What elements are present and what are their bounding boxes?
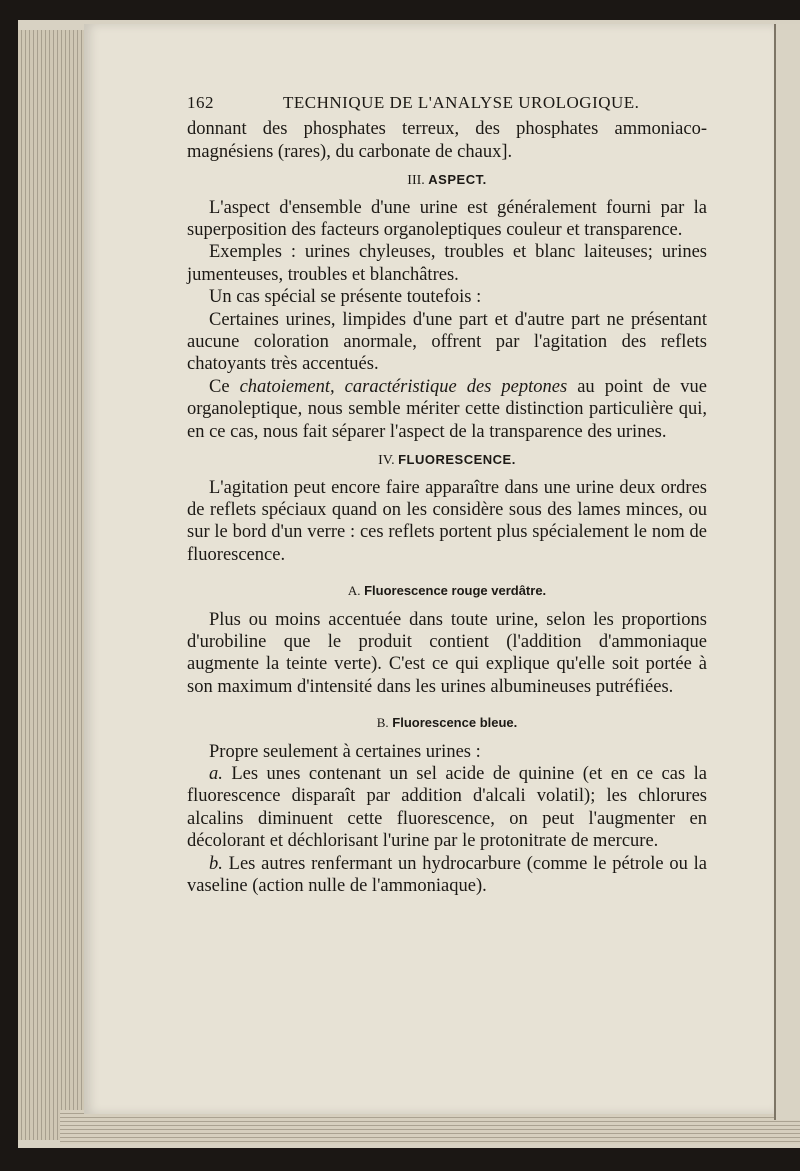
paragraph: L'aspect d'ensemble d'une urine est généralement fourni par la superposition des facteurs organoleptiques couleur et transparence. bbox=[187, 197, 707, 241]
paragraph bbox=[187, 763, 707, 853]
list-label: b. bbox=[209, 853, 223, 874]
section-heading-aspect bbox=[187, 169, 707, 192]
subsection-heading-b bbox=[187, 712, 707, 734]
list-label: a. bbox=[209, 763, 223, 784]
page-edges-left bbox=[18, 30, 84, 1140]
facing-page-strip bbox=[774, 24, 800, 1120]
page-edges-bottom bbox=[60, 1110, 800, 1144]
subsection-title: Fluorescence bleue. bbox=[392, 715, 518, 731]
text-run: Les autres renfermant un hydrocarbure (comme le pétrole ou la vaseline (action nulle de l'ammoniaque). bbox=[187, 853, 707, 896]
running-header bbox=[187, 92, 707, 114]
subsection-title: Fluorescence rouge verdâtre. bbox=[364, 583, 547, 599]
subsection-heading-a bbox=[187, 580, 707, 602]
paragraph bbox=[187, 376, 707, 443]
paragraph: Certaines urines, limpides d'une part et d'autre part ne présentant aucune coloration anormale, offrent par l'agitation des reflets chatoyants très accentués. bbox=[187, 309, 707, 375]
running-title: TECHNIQUE DE L'ANALYSE UROLOGIQUE. bbox=[283, 93, 640, 112]
paragraph: Un cas spécial se présente toutefois : bbox=[209, 287, 482, 308]
subsection-letter: B. bbox=[376, 715, 389, 731]
paragraph: Plus ou moins accentuée dans toute urine, selon les proportions d'urobiline que le produit contient (l'addition d'ammoniaque augmente la teinte verte). C'est ce qui explique qu'elle soit portée à son maximum d'intensité dans les urines albumineuses putréfiées. bbox=[187, 609, 707, 697]
paragraph bbox=[187, 853, 707, 898]
text-run: Les unes contenant un sel acide de quinine (et en ce cas la fluorescence disparaît par addition d'alcali volatil); les chlorures alcalins diminuent cette fluorescence, on peut l'augmenter en décolorant et déchlorisant l'urine par le protonitrate de mercure. bbox=[187, 763, 707, 852]
paragraph: L'agitation peut encore faire apparaître dans une urine deux ordres de reflets spéciaux quand on les considère sous des lames minces, ou sur le bord d'un verre : ces reflets portent plus spécialement le nom de fluorescence. bbox=[187, 477, 707, 565]
section-number: IV. bbox=[378, 453, 395, 469]
page-number: 162 bbox=[187, 93, 214, 112]
section-title: FLUORESCENCE. bbox=[398, 452, 516, 468]
section-heading-fluorescence bbox=[187, 449, 707, 472]
paragraph: donnant des phosphates terreux, des phosphates ammoniaco-magnésiens (rares), du carbonate de chaux]. bbox=[187, 119, 707, 162]
page-text bbox=[187, 92, 707, 897]
section-title: ASPECT. bbox=[428, 172, 487, 188]
italic-run: chatoiement, caractéristique des peptones bbox=[239, 376, 568, 397]
paragraph: Propre seulement à certaines urines : bbox=[209, 741, 481, 762]
text-run: au point de vue organoleptique, nous semble mériter cette distinction particulière qui, en ce cas, nous fait séparer l'aspect de la transparence des urines. bbox=[187, 376, 707, 442]
subsection-letter: A. bbox=[347, 583, 361, 599]
section-number: III. bbox=[407, 173, 425, 189]
text-run: Ce bbox=[209, 376, 240, 397]
paragraph: Exemples : urines chyleuses, troubles et blanc laiteuses; urines jumenteuses, troubles et blanchâtres. bbox=[187, 242, 707, 285]
